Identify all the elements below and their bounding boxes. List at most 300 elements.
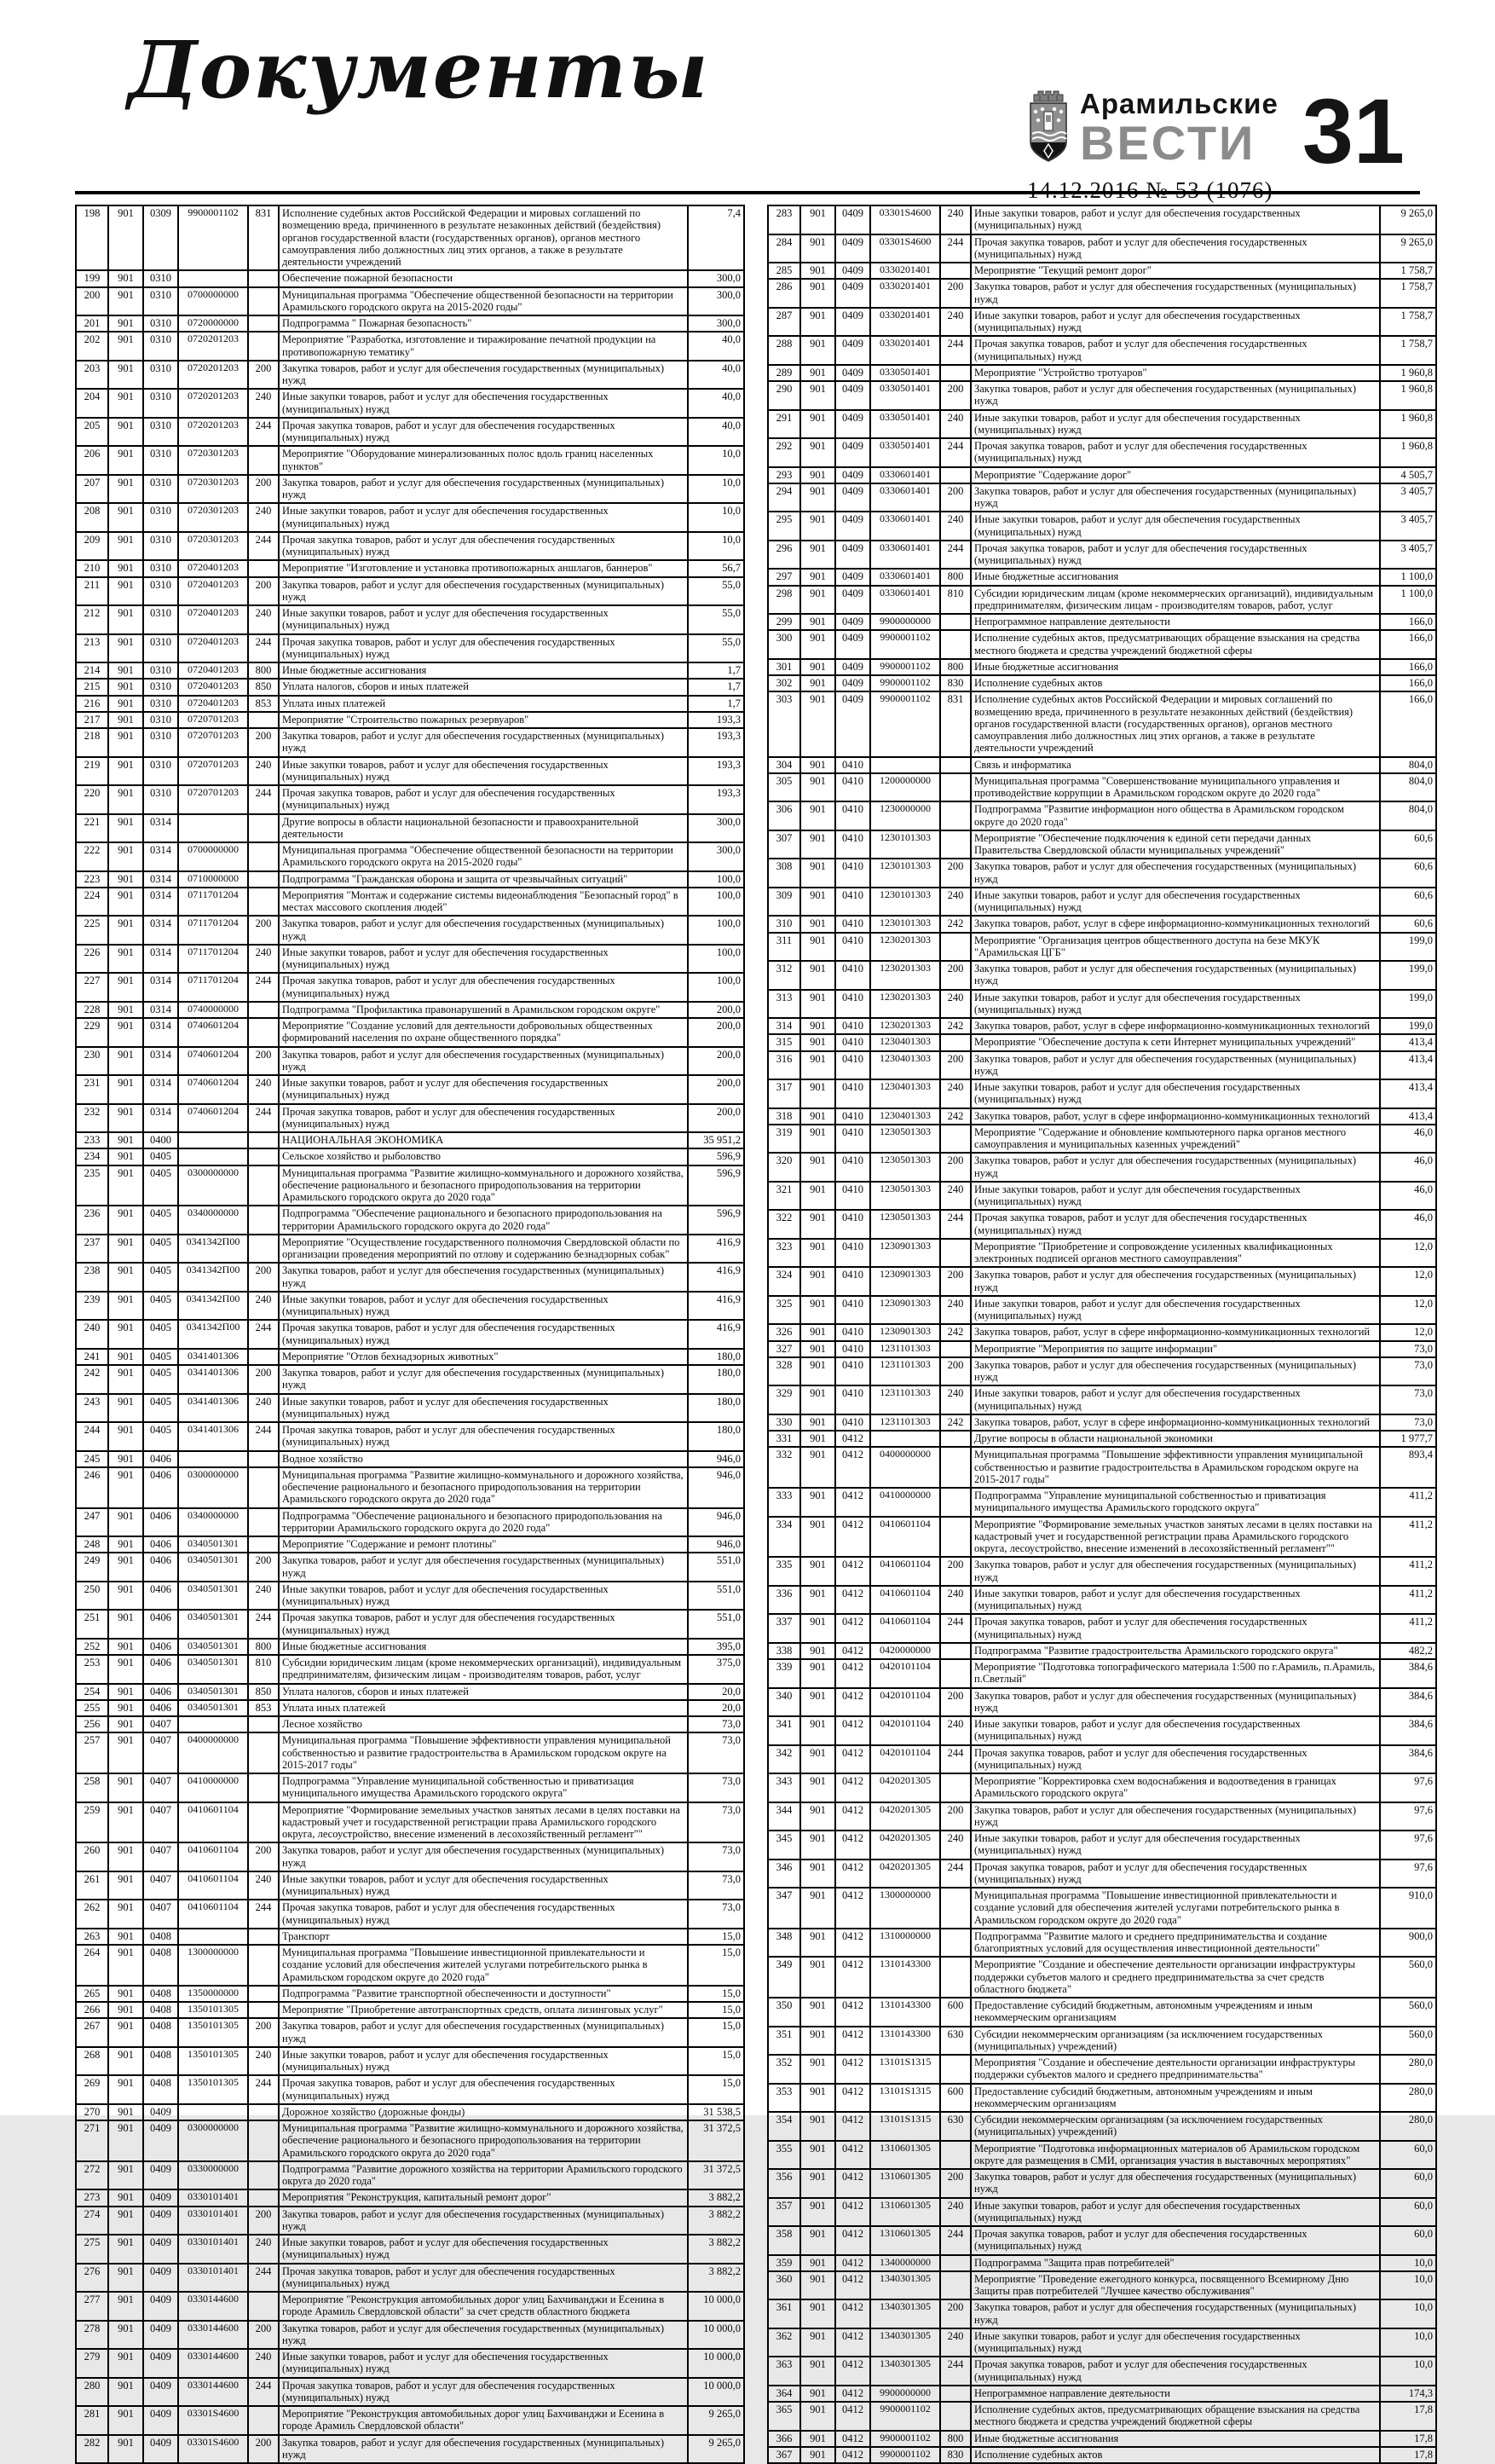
cell-grbs-code: 901 (800, 2226, 835, 2255)
cell-target-article (178, 1716, 248, 1732)
cell-target-article: 0341401306 (178, 1349, 248, 1365)
cell-amount: 4 505,7 (1380, 467, 1436, 483)
cell-target-article: 0740601204 (178, 1075, 248, 1104)
cell-expense-type: 244 (940, 541, 971, 570)
cell-expense-type: 242 (940, 1108, 971, 1125)
cell-section-code: 0412 (835, 2431, 870, 2447)
cell-name: Муниципальная программа "Обеспечение общественной безопасности на территории Арамильского городского округа на 2015-2020 годы" (279, 842, 688, 871)
cell-expense-type (248, 1467, 279, 1508)
cell-line-no: 212 (76, 605, 108, 634)
cell-name: Подпрограмма "Развитие информацион ного общества в Арамильском городском округе до 2020 года" (971, 801, 1380, 830)
cell-amount: 551,0 (688, 1610, 744, 1639)
cell-amount: 199,0 (1380, 1018, 1436, 1034)
cell-expense-type: 600 (940, 2084, 971, 2113)
cell-target-article: 1230501303 (870, 1210, 940, 1239)
cell-amount: 166,0 (1380, 630, 1436, 659)
cell-line-no: 357 (768, 2198, 800, 2227)
cell-amount: 200,0 (688, 1075, 744, 1104)
cell-name: Мероприятие "Содержание и обновление компьютерного парка органов местного самоуправления и муниципальных казенных учреждений" (971, 1125, 1380, 1154)
cell-grbs-code: 901 (800, 1643, 835, 1659)
cell-line-no: 285 (768, 263, 800, 279)
cell-target-article: 0300000000 (178, 2120, 248, 2161)
cell-target-article: 0720000000 (178, 315, 248, 332)
cell-line-no: 347 (768, 1888, 800, 1929)
cell-expense-type (248, 1148, 279, 1165)
cell-target-article (870, 757, 940, 773)
cell-section-code: 0406 (143, 1610, 178, 1639)
table-row (76, 1206, 744, 1235)
cell-grbs-code: 901 (108, 475, 143, 504)
cell-target-article: 0340501301 (178, 1700, 248, 1716)
cell-grbs-code: 901 (108, 1508, 143, 1537)
cell-name: Подпрограмма "Управление муниципальной собственностью и приватизация муниципального имущества Арамильского городского округа" (279, 1773, 688, 1802)
cell-target-article: 1310000000 (870, 1929, 940, 1958)
cell-section-code: 0310 (143, 728, 178, 757)
cell-section-code: 0310 (143, 757, 178, 786)
cell-amount: 280,0 (1380, 2112, 1436, 2141)
cell-expense-type: 240 (248, 605, 279, 634)
cell-line-no: 298 (768, 586, 800, 615)
cell-target-article: 1300000000 (178, 1945, 248, 1986)
cell-section-code: 0405 (143, 1148, 178, 1165)
cell-section-code: 0409 (835, 541, 870, 570)
cell-grbs-code: 901 (108, 2207, 143, 2236)
cell-target-article: 0720201203 (178, 361, 248, 390)
cell-amount: 9 265,0 (688, 2406, 744, 2435)
cell-amount: 166,0 (1380, 691, 1436, 756)
cell-amount: 73,0 (688, 1716, 744, 1732)
cell-name: Подпрограмма " Пожарная безопасность" (279, 315, 688, 332)
cell-target-article: 9900001102 (870, 630, 940, 659)
cell-expense-type (940, 1447, 971, 1488)
cell-grbs-code: 901 (800, 2357, 835, 2386)
cell-section-code: 0409 (835, 614, 870, 630)
table-row (768, 1267, 1436, 1296)
cell-grbs-code: 901 (108, 1349, 143, 1365)
table-row (76, 1582, 744, 1611)
cell-line-no: 249 (76, 1553, 108, 1582)
cell-amount: 280,0 (1380, 2084, 1436, 2113)
cell-amount: 3 882,2 (688, 2207, 744, 2236)
cell-section-code: 0405 (143, 1235, 178, 1264)
cell-grbs-code: 901 (108, 757, 143, 786)
cell-amount: 40,0 (688, 389, 744, 418)
table-row (768, 1108, 1436, 1125)
cell-line-no: 292 (768, 438, 800, 467)
cell-expense-type (248, 1165, 279, 1206)
cell-expense-type (248, 1206, 279, 1235)
cell-expense-type: 200 (248, 1263, 279, 1292)
table-row (76, 634, 744, 663)
cell-grbs-code: 901 (800, 2386, 835, 2402)
cell-line-no: 305 (768, 773, 800, 802)
cell-amount: 200,0 (688, 1002, 744, 1018)
cell-expense-type: 800 (940, 2431, 971, 2447)
cell-grbs-code: 901 (108, 503, 143, 532)
cell-amount: 60,6 (1380, 916, 1436, 932)
cell-grbs-code: 901 (108, 916, 143, 945)
cell-name: Муниципальная программа "Совершенствование муниципального управления и противодействие коррупции в Арамильском городском округе до 2020 года" (971, 773, 1380, 802)
cell-line-no: 338 (768, 1643, 800, 1659)
cell-expense-type: 200 (248, 2207, 279, 2236)
cell-name: Закупка товаров, работ, услуг в сфере информационно-коммуникационных технологий (971, 1018, 1380, 1034)
table-row (76, 973, 744, 1002)
cell-grbs-code: 901 (800, 1998, 835, 2027)
table-row (768, 1643, 1436, 1659)
cell-name: Мероприятие "Содержание дорог" (971, 467, 1380, 483)
cell-target-article: 9900001102 (870, 2431, 940, 2447)
cell-name: Подпрограмма "Обеспечение рационального и безопасного природопользования на территории Арамильского городского округа до 2020 года" (279, 1508, 688, 1537)
cell-grbs-code: 901 (800, 1716, 835, 1745)
cell-amount: 280,0 (1380, 2055, 1436, 2084)
cell-amount: 1 758,7 (1380, 308, 1436, 337)
table-row (76, 2435, 744, 2464)
cell-expense-type: 240 (940, 1831, 971, 1860)
cell-name: Подпрограмма "Гражданская оборона и защита от чрезвычайных ситуаций" (279, 871, 688, 888)
cell-amount: 180,0 (688, 1349, 744, 1365)
cell-target-article: 0420201305 (870, 1773, 940, 1802)
cell-grbs-code: 901 (800, 1125, 835, 1154)
cell-name: Исполнение судебных актов, предусматривающих обращение взыскания на средства местного бюджета и средства учреждений бюджетной сферы (971, 2402, 1380, 2431)
table-row (76, 361, 744, 390)
cell-target-article: 0720401203 (178, 634, 248, 663)
cell-grbs-code: 901 (800, 336, 835, 365)
cell-section-code: 0409 (835, 336, 870, 365)
table-row (768, 1773, 1436, 1802)
cell-target-article: 0330144600 (178, 2349, 248, 2378)
cell-expense-type (248, 1802, 279, 1843)
cell-name: Иные закупки товаров, работ и услуг для обеспечения государственных (муниципальных) нужд (971, 1385, 1380, 1414)
cell-expense-type (940, 614, 971, 630)
cell-name: Закупка товаров, работ и услуг для обеспечения государственных (муниципальных) нужд (971, 1051, 1380, 1080)
cell-section-code: 0405 (143, 1394, 178, 1423)
cell-target-article: 0420101104 (870, 1659, 940, 1688)
cell-grbs-code: 901 (108, 1700, 143, 1716)
cell-grbs-code: 901 (108, 1018, 143, 1047)
cell-section-code: 0409 (835, 691, 870, 756)
cell-expense-type (248, 842, 279, 871)
table-row (768, 1688, 1436, 1717)
cell-expense-type: 850 (248, 679, 279, 695)
cell-grbs-code: 901 (800, 1957, 835, 1998)
cell-name: Иные закупки товаров, работ и услуг для обеспечения государственных (муниципальных) нужд (279, 389, 688, 418)
table-row (768, 336, 1436, 365)
cell-grbs-code: 901 (800, 1860, 835, 1888)
cell-grbs-code: 901 (108, 2264, 143, 2293)
cell-name: Закупка товаров, работ и услуг для обеспечения государственных (муниципальных) нужд (279, 2207, 688, 2236)
cell-grbs-code: 901 (800, 263, 835, 279)
cell-section-code: 0314 (143, 814, 178, 843)
cell-amount: 100,0 (688, 888, 744, 917)
cell-grbs-code: 901 (800, 1341, 835, 1357)
table-row (76, 1700, 744, 1716)
cell-line-no: 254 (76, 1684, 108, 1700)
cell-name: Иные закупки товаров, работ и услуг для обеспечения государственных (муниципальных) нужд (971, 308, 1380, 337)
cell-amount: 10 000,0 (688, 2292, 744, 2321)
cell-grbs-code: 901 (108, 814, 143, 843)
cell-section-code: 0412 (835, 1431, 870, 1447)
cell-grbs-code: 901 (800, 1586, 835, 1615)
cell-target-article: 0720701203 (178, 728, 248, 757)
cell-grbs-code: 901 (800, 933, 835, 962)
table-row (768, 1447, 1436, 1488)
cell-line-no: 330 (768, 1414, 800, 1431)
cell-line-no: 228 (76, 1002, 108, 1018)
cell-section-code: 0412 (835, 2198, 870, 2227)
cell-grbs-code: 901 (800, 1831, 835, 1860)
cell-target-article: 0720401203 (178, 696, 248, 712)
cell-section-code: 0410 (835, 1108, 870, 1125)
cell-line-no: 290 (768, 381, 800, 410)
cell-expense-type: 240 (248, 1394, 279, 1423)
table-row (768, 961, 1436, 990)
cell-name: Мероприятие "Проведение ежегодного конкурса, посвященного Всемирному Дню Защиты прав потребителей "Лучшее качество обслуживания" (971, 2271, 1380, 2300)
cell-amount: 20,0 (688, 1684, 744, 1700)
cell-name: Закупка товаров, работ и услуг для обеспечения государственных (муниципальных) нужд (971, 2299, 1380, 2328)
cell-grbs-code: 901 (108, 2047, 143, 2076)
cell-expense-type: 244 (248, 1104, 279, 1133)
cell-name: Исполнение судебных актов, предусматривающих обращение взыскания на средства местного бюджета и средства учреждений бюджетной сферы (971, 630, 1380, 659)
cell-target-article: 0340501301 (178, 1610, 248, 1639)
cell-amount: 804,0 (1380, 801, 1436, 830)
cell-name: Прочая закупка товаров, работ и услуг для обеспечения государственных (муниципальных) нужд (971, 1745, 1380, 1774)
cell-line-no: 310 (768, 916, 800, 932)
cell-amount: 1 100,0 (1380, 586, 1436, 615)
cell-grbs-code: 901 (800, 1745, 835, 1774)
cell-target-article: 1231101303 (870, 1414, 940, 1431)
cell-amount: 15,0 (688, 1945, 744, 1986)
cell-amount: 17,8 (1380, 2402, 1436, 2431)
cell-section-code: 0405 (143, 1349, 178, 1365)
cell-line-no: 351 (768, 2027, 800, 2056)
cell-line-no: 217 (76, 712, 108, 728)
cell-name: Муниципальная программа "Повышение эффективности управления муниципальной собственностью и развитие градостроительства в Арамильском городском округе на 2015-2017 годы" (279, 1732, 688, 1773)
table-row (768, 933, 1436, 962)
cell-name: Закупка товаров, работ и услуг для обеспечения государственных (муниципальных) нужд (971, 1267, 1380, 1296)
cell-line-no: 336 (768, 1586, 800, 1615)
cell-grbs-code: 901 (108, 1871, 143, 1900)
cell-line-no: 311 (768, 933, 800, 962)
cell-expense-type: 200 (248, 1553, 279, 1582)
cell-expense-type: 244 (248, 2264, 279, 2293)
table-row (76, 2292, 744, 2321)
cell-expense-type: 240 (248, 945, 279, 974)
cell-amount: 199,0 (1380, 961, 1436, 990)
cell-line-no: 204 (76, 389, 108, 418)
table-row (768, 2226, 1436, 2255)
table-row (76, 1945, 744, 1986)
cell-amount: 1 758,7 (1380, 263, 1436, 279)
cell-section-code: 0409 (835, 569, 870, 585)
cell-section-code: 0406 (143, 1684, 178, 1700)
cell-section-code: 0412 (835, 1773, 870, 1802)
cell-amount: 551,0 (688, 1553, 744, 1582)
cell-amount: 411,2 (1380, 1614, 1436, 1643)
cell-line-no: 358 (768, 2226, 800, 2255)
table-row (76, 1235, 744, 1264)
cell-target-article: 1340301305 (870, 2299, 940, 2328)
table-row (76, 1018, 744, 1047)
cell-section-code: 0406 (143, 1639, 178, 1655)
cell-name: Подпрограмма "Развитие градостроительства Арамильского городского округа" (971, 1643, 1380, 1659)
cell-line-no: 362 (768, 2328, 800, 2357)
cell-expense-type: 800 (248, 1639, 279, 1655)
cell-target-article: 0340000000 (178, 1206, 248, 1235)
cell-line-no: 308 (768, 859, 800, 888)
cell-target-article: 1310143300 (870, 1998, 940, 2027)
cell-amount: 60,0 (1380, 2226, 1436, 2255)
cell-target-article: 0711701204 (178, 916, 248, 945)
table-row (768, 1517, 1436, 1558)
cell-expense-type: 800 (940, 569, 971, 585)
table-row (76, 842, 744, 871)
cell-line-no: 255 (76, 1700, 108, 1716)
newspaper-brand (1027, 79, 1419, 204)
cell-target-article: 0341342П00 (178, 1235, 248, 1264)
cell-line-no: 322 (768, 1210, 800, 1239)
table-row (76, 814, 744, 843)
cell-grbs-code: 901 (108, 577, 143, 606)
cell-target-article: 9900001102 (870, 2447, 940, 2463)
cell-name: Непрограммное направление деятельности (971, 614, 1380, 630)
cell-amount: 416,9 (688, 1292, 744, 1321)
cell-target-article: 1350101305 (178, 2002, 248, 2018)
cell-grbs-code: 901 (108, 446, 143, 475)
cell-expense-type: 244 (940, 438, 971, 467)
cell-amount: 10 000,0 (688, 2349, 744, 2378)
cell-line-no: 267 (76, 2018, 108, 2047)
cell-expense-type (248, 1508, 279, 1537)
cell-name: Иные бюджетные ассигнования (971, 2431, 1380, 2447)
cell-amount: 100,0 (688, 871, 744, 888)
cell-line-no: 320 (768, 1153, 800, 1182)
cell-section-code: 0412 (835, 2027, 870, 2056)
table-row (768, 888, 1436, 917)
cell-line-no: 353 (768, 2084, 800, 2113)
cell-grbs-code: 901 (108, 1165, 143, 1206)
cell-name: Мероприятие "Обеспечение подключения к единой сети передачи данных Правительства Свердловской области муниципальных учреждений" (971, 830, 1380, 859)
cell-line-no: 367 (768, 2447, 800, 2463)
table-row (76, 1148, 744, 1165)
cell-amount: 1 960,8 (1380, 410, 1436, 439)
cell-expense-type: 800 (940, 659, 971, 675)
cell-name: Закупка товаров, работ, услуг в сфере информационно-коммуникационных технологий (971, 1414, 1380, 1431)
cell-line-no: 235 (76, 1165, 108, 1206)
cell-line-no: 328 (768, 1357, 800, 1386)
cell-name: Другие вопросы в области национальной экономики (971, 1431, 1380, 1447)
cell-line-no: 321 (768, 1182, 800, 1211)
cell-expense-type (248, 446, 279, 475)
cell-target-article: 1230201303 (870, 990, 940, 1019)
cell-line-no: 360 (768, 2271, 800, 2300)
cell-amount: 10,0 (1380, 2299, 1436, 2328)
cell-name: Подпрограмма "Развитие дорожного хозяйства на территории Арамильского городского округа до 2020 года" (279, 2161, 688, 2190)
cell-section-code: 0310 (143, 418, 178, 447)
table-row (768, 2198, 1436, 2227)
cell-section-code: 0410 (835, 1125, 870, 1154)
cell-line-no: 220 (76, 785, 108, 814)
cell-target-article: 0711701204 (178, 888, 248, 917)
cell-grbs-code: 901 (800, 1296, 835, 1325)
table-row (768, 512, 1436, 541)
table-row (768, 1357, 1436, 1386)
cell-target-article: 0300000000 (178, 1467, 248, 1508)
cell-name: Связь и информатика (971, 757, 1380, 773)
cell-grbs-code: 901 (108, 1132, 143, 1148)
cell-expense-type (248, 888, 279, 917)
cell-amount: 560,0 (1380, 1998, 1436, 2027)
cell-line-no: 352 (768, 2055, 800, 2084)
cell-expense-type (248, 287, 279, 316)
cell-amount: 413,4 (1380, 1108, 1436, 1125)
table-row (768, 1716, 1436, 1745)
table-row (768, 541, 1436, 570)
cell-grbs-code: 901 (108, 871, 143, 888)
cell-target-article: 0340501301 (178, 1553, 248, 1582)
cell-expense-type (940, 830, 971, 859)
cell-expense-type (248, 1929, 279, 1945)
cell-section-code: 0409 (143, 2292, 178, 2321)
cell-expense-type: 200 (248, 2435, 279, 2464)
cell-expense-type: 244 (248, 2378, 279, 2407)
cell-name: Муниципальная программа "Повышение инвестиционной привлекательности и создание условий для обеспечения жителей услугами потребительского рынка в Арамильском городском округе до 2020 года" (279, 1945, 688, 1986)
cell-name: Исполнение судебных актов Российской Федерации и мировых соглашений по возмещению вреда, причиненного в результате незаконных действий (бездействия) органов государственной власти (государственных органов), органов местного самоуправления либо должностных лиц этих органов, а также в результате деятельности учреждений (279, 205, 688, 270)
cell-expense-type: 200 (940, 2169, 971, 2198)
cell-section-code: 0412 (835, 1488, 870, 1517)
cell-amount: 7,4 (688, 205, 744, 270)
cell-line-no: 294 (768, 483, 800, 512)
cell-line-no: 363 (768, 2357, 800, 2386)
cell-line-no: 232 (76, 1104, 108, 1133)
cell-target-article: 1230901303 (870, 1267, 940, 1296)
cell-expense-type: 240 (940, 2328, 971, 2357)
cell-section-code: 0310 (143, 503, 178, 532)
cell-section-code: 0409 (143, 2161, 178, 2190)
cell-name: Иные бюджетные ассигнования (279, 662, 688, 679)
table-row (768, 1888, 1436, 1929)
cell-expense-type: 200 (940, 1557, 971, 1586)
cell-grbs-code: 901 (800, 1659, 835, 1688)
cell-section-code: 0314 (143, 1018, 178, 1047)
cell-name: Подпрограмма "Развитие транспортной обеспеченности и доступности" (279, 1986, 688, 2002)
cell-section-code: 0408 (143, 2002, 178, 2018)
cell-grbs-code: 901 (108, 1467, 143, 1508)
cell-section-code: 0314 (143, 888, 178, 917)
cell-name: Мероприятия "Монтаж и содержание системы видеонаблюдения "Безопасный город" в местах массового скопления людей" (279, 888, 688, 917)
table-row (76, 785, 744, 814)
cell-name: Мероприятие "Приобретение и сопровождение усиленных квалификационных электронных подписей органов местного самоуправления" (971, 1239, 1380, 1268)
cell-name: Иные закупки товаров, работ и услуг для обеспечения государственных (муниципальных) нужд (971, 1831, 1380, 1860)
cell-expense-type (248, 1536, 279, 1553)
cell-expense-type: 240 (940, 1079, 971, 1108)
cell-line-no: 304 (768, 757, 800, 773)
cell-grbs-code: 901 (800, 2271, 835, 2300)
cell-target-article: 1230501303 (870, 1125, 940, 1154)
cell-amount: 946,0 (688, 1508, 744, 1537)
cell-line-no: 242 (76, 1365, 108, 1394)
cell-name: Прочая закупка товаров, работ и услуг для обеспечения государственных (муниципальных) нужд (971, 438, 1380, 467)
cell-grbs-code: 901 (108, 1002, 143, 1018)
table-row (768, 1034, 1436, 1050)
cell-grbs-code: 901 (108, 1263, 143, 1292)
cell-section-code: 0310 (143, 634, 178, 663)
cell-expense-type (940, 630, 971, 659)
table-row (768, 1324, 1436, 1340)
cell-amount: 193,3 (688, 712, 744, 728)
cell-amount: 395,0 (688, 1639, 744, 1655)
cell-target-article: 0420101104 (870, 1716, 940, 1745)
cell-line-no: 250 (76, 1582, 108, 1611)
